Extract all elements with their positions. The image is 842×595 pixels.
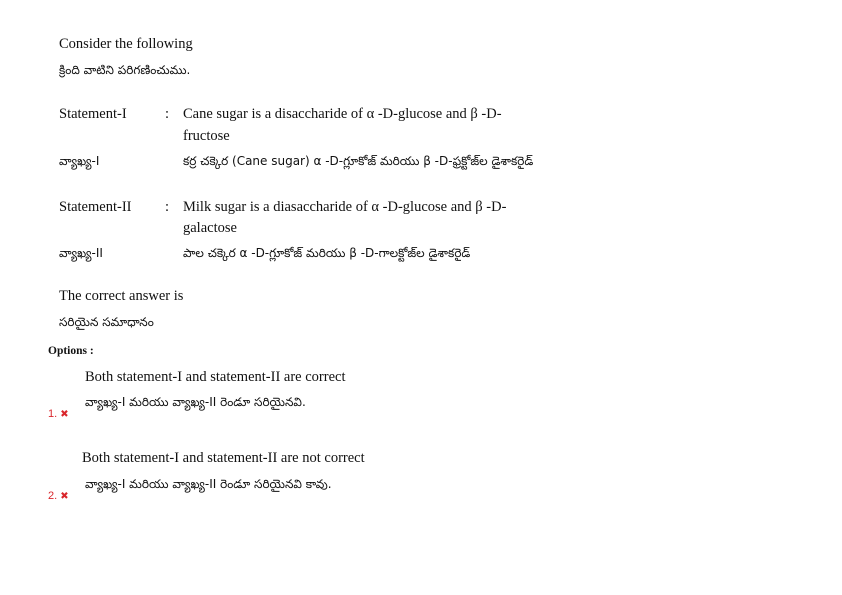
option-1-text-en: Both statement-I and statement-II are correct <box>85 369 346 385</box>
statement2-text-te: పాల చక్కెర α -D-గ్లూకోజ్ మరియు β -D-గాలక్టోజ్‌ల డైశాకరైడ్ <box>183 246 471 260</box>
question-intro-te: క్రింది వాటిని పరిగణించుము. <box>59 63 191 77</box>
statement1-text-en-line1: Cane sugar is a disaccharide of α -D-glucose and β -D- <box>183 106 502 122</box>
options-label: Options : <box>48 345 94 357</box>
cross-mark-icon: ✖ <box>60 491 69 502</box>
option-1-text-te: వ్యాఖ్య-I మరియు వ్యాఖ్య-II రెండూ సరియైనవి. <box>85 395 306 409</box>
cross-mark-icon: ✖ <box>60 409 69 420</box>
statement2-text-en-line1: Milk sugar is a diasaccharide of α -D-glucose and β -D- <box>183 199 507 215</box>
option-2-number: 2. <box>48 490 58 502</box>
option-2-text-en: Both statement-I and statement-II are not correct <box>82 450 365 466</box>
statement1-colon: : <box>165 106 170 122</box>
option-1-number-row <box>48 406 69 422</box>
question-intro-en: Consider the following <box>59 36 193 52</box>
answer-prompt-te: సరియైన సమాధానం <box>59 315 154 329</box>
statement1-text-en-line2: fructose <box>183 128 230 144</box>
statement2-colon: : <box>165 199 170 215</box>
option-1-number: 1. <box>48 408 58 420</box>
statement1-label-en: Statement-I <box>59 106 127 122</box>
statement1-label-te: వ్యాఖ్య-I <box>59 154 100 168</box>
statement1-text-te: కర్ర చక్కెర (Cane sugar) α -D-గ్లూకోజ్ మరియు β -D-ఫ్రక్టోజ్‌ల డైశాకరైడ్ <box>183 154 534 168</box>
option-2-text-te: వ్యాఖ్య-I మరియు వ్యాఖ్య-II రెండూ సరియైనవి కావు. <box>85 477 332 491</box>
option-2-number-row <box>48 488 69 504</box>
answer-prompt-en: The correct answer is <box>59 288 184 304</box>
statement2-text-en-line2: galactose <box>183 220 237 236</box>
statement2-label-te: వ్యాఖ్య-II <box>59 246 103 260</box>
statement2-label-en: Statement-II <box>59 199 132 215</box>
